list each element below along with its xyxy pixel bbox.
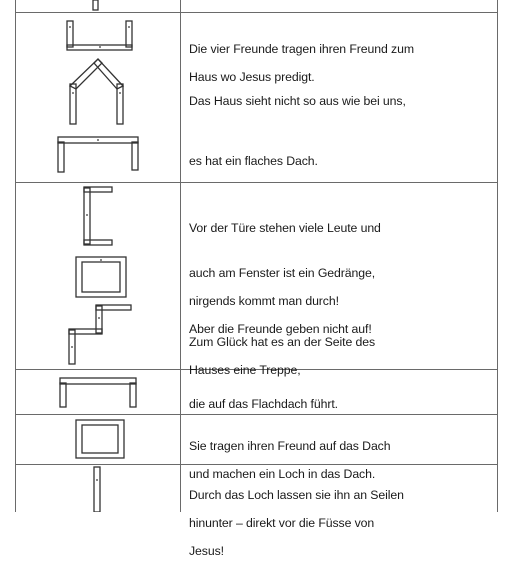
text-line: Hauses eine Treppe,: [189, 363, 301, 377]
text-line: Vor der Türe stehen viele Leute und: [189, 221, 381, 235]
stick-figure-window: [76, 257, 126, 297]
text-line: Zum Glück hat es an der Seite des: [189, 335, 376, 349]
text-line: auch am Fenster ist ein Gedränge,: [189, 266, 376, 280]
text-line: Das Haus sieht nicht so aus wie bei uns,: [189, 94, 406, 108]
stick-figure-door: [84, 187, 112, 245]
text-line: Sie tragen ihren Freund auf das Dach: [189, 439, 391, 453]
story-text-row-2: [189, 80, 489, 122]
story-text-row-9: [189, 474, 489, 572]
stick-figure-house: [70, 59, 123, 124]
text-line: hinunter – direkt vor die Füsse von: [189, 516, 375, 530]
story-text-row-6: [189, 321, 489, 391]
stick-figure-top: [93, 0, 98, 10]
story-text-row-4: [189, 207, 489, 249]
stick-figure-roof-hole: [76, 420, 124, 458]
text-line: nirgends kommt man durch!: [189, 294, 339, 308]
text-line: Durch das Loch lassen sie ihn an Seilen: [189, 488, 404, 502]
story-text-row-7: [189, 383, 489, 425]
stick-figure-flat-roof-2: [60, 378, 136, 407]
text-line: und machen ein Loch in das Dach.: [189, 467, 376, 481]
text-line: die auf das Flachdach führt.: [189, 397, 338, 411]
stick-figure-flat-roof: [58, 137, 138, 172]
story-text-row-3: [189, 140, 489, 182]
text-line: Die vier Freunde tragen ihren Freund zum: [189, 42, 414, 56]
text-line: es hat ein flaches Dach.: [189, 154, 318, 168]
stick-figure-rope: [94, 467, 100, 512]
text-line: Haus wo Jesus predigt.: [189, 70, 315, 84]
text-line: Jesus!: [189, 544, 224, 558]
text-line: Aber die Freunde geben nicht auf!: [189, 322, 372, 336]
stick-figure-u-shape: [67, 21, 132, 50]
stick-figure-stairs: [69, 305, 131, 364]
